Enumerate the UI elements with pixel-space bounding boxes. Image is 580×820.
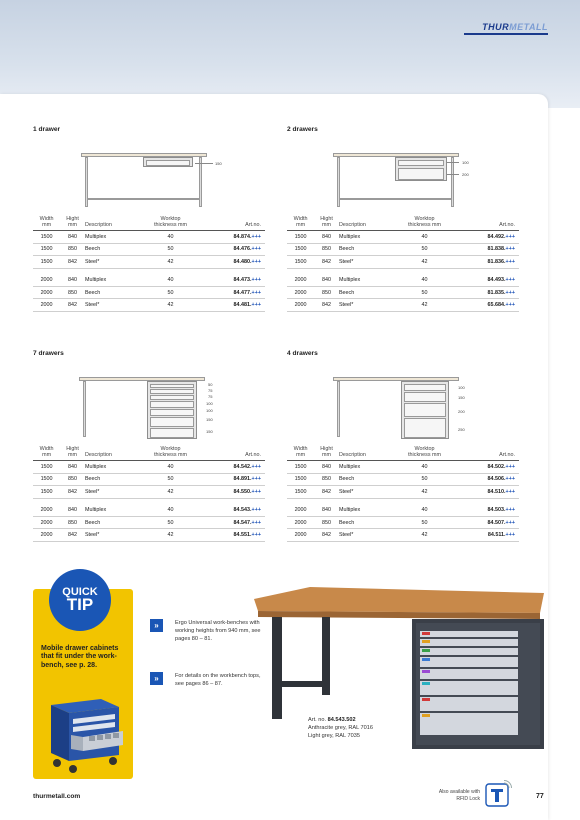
spec-table [287,216,519,312]
cell-height: 842 [60,486,85,498]
table-row [287,299,519,311]
drawer [404,403,446,417]
section-2-drawers [287,126,519,312]
cell-description: Beech [339,243,392,255]
cell-height: 842 [60,256,85,268]
cell-artno: 81.835.+++ [457,286,519,298]
quick-tip-badge-top: QUICK [62,586,98,599]
cell-height: 840 [314,274,339,286]
table-row [33,274,265,286]
cell-width: 2000 [33,274,60,286]
cell-height: 842 [60,529,85,541]
table-row [33,504,265,516]
bench-leg [83,381,86,437]
table-row [287,256,519,268]
cell-description: Beech [339,516,392,528]
cell-worktop: 50 [392,516,457,528]
col-height: Hight mm [60,216,85,231]
cell-artno: 84.547.+++ [203,516,265,528]
quick-tip-text: Mobile drawer cabinets that fit under the work-bench, see p. 28. [41,645,119,669]
section-1-drawer [33,126,265,312]
col-width: Width mm [287,216,314,231]
cell-description: Multiplex [85,504,138,516]
cell-worktop: 42 [392,486,457,498]
drawer-unit [401,381,449,439]
mobile-cabinet-image [43,691,125,775]
cell-description: Beech [339,286,392,298]
cell-width: 2000 [287,504,314,516]
cell-worktop: 42 [138,486,203,498]
spec-table-body [33,461,265,541]
cell-artno: 81.836.+++ [457,256,519,268]
brand-underline [464,33,548,35]
workbench-diagram-2-drawers [287,141,519,211]
color-line-2: Light grey, RAL 7035 [308,733,360,740]
table-row [33,256,265,268]
col-artno: Art.no. [203,446,265,461]
cell-width: 2000 [33,299,60,311]
cell-worktop: 50 [138,243,203,255]
col-worktop: Worktop thickness mm [392,446,457,461]
spec-table-body [33,231,265,311]
cell-height: 840 [314,461,339,473]
section-7-drawers [33,350,265,542]
art-prefix: Art. no. [308,717,327,723]
cell-worktop: 40 [392,274,457,286]
cell-width: 2000 [287,529,314,541]
table-row [287,529,519,541]
rfid-note [420,789,480,802]
cell-description: Multiplex [339,274,392,286]
cell-description: Steel* [339,486,392,498]
cell-height: 842 [314,486,339,498]
cell-description: Multiplex [85,274,138,286]
drawer [398,160,444,166]
cell-description: Beech [85,243,138,255]
cell-artno: 84.506.+++ [457,473,519,485]
brand-logo: THURMETALL [482,22,548,32]
cell-width: 2000 [33,529,60,541]
cell-artno: 84.550.+++ [203,486,265,498]
cell-worktop: 40 [392,461,457,473]
cell-height: 850 [60,286,85,298]
cell-description: Beech [85,286,138,298]
dimension-label: 200 [462,172,469,177]
table-row [287,504,519,516]
cell-height: 840 [314,504,339,516]
cell-description: Steel* [85,486,138,498]
col-description: Description [85,216,138,231]
cell-artno: 84.502.+++ [457,461,519,473]
cell-artno: 84.492.+++ [457,231,519,243]
cell-artno: 84.543.+++ [203,504,265,516]
cell-width: 2000 [33,516,60,528]
cell-description: Beech [85,473,138,485]
cell-worktop: 40 [138,461,203,473]
cell-height: 842 [60,299,85,311]
cell-worktop: 50 [392,243,457,255]
cell-height: 850 [60,243,85,255]
cell-description: Steel* [339,299,392,311]
cell-worktop: 42 [138,256,203,268]
table-row [33,286,265,298]
section-4-drawers [287,350,519,542]
dimension-label: 150 [458,395,465,400]
table-row [287,231,519,243]
art-number: 84.543.502 [327,717,356,723]
cell-width: 1500 [287,473,314,485]
cell-width: 1500 [287,461,314,473]
dimension-line [447,174,459,175]
quick-tip-badge [49,569,111,631]
page-number: 77 [536,793,544,800]
col-worktop: Worktop thickness mm [138,216,203,231]
dimension-label: 75 [208,394,213,399]
cell-width: 2000 [287,286,314,298]
cell-artno: 84.477.+++ [203,286,265,298]
col-height: Hight mm [314,446,339,461]
drawer [150,384,194,388]
table-row [287,286,519,298]
cell-worktop: 42 [392,299,457,311]
rfid-line-2: RFID Lock [456,795,480,802]
col-width: Width mm [33,446,60,461]
rfid-line-1: Also available with [438,789,480,795]
dimension-label: 250 [458,427,465,432]
dimension-label: 100 [206,408,213,413]
cell-worktop: 50 [138,473,203,485]
cell-width: 1500 [33,256,60,268]
table-row [33,529,265,541]
bench-rail [340,198,451,200]
cell-height: 842 [314,256,339,268]
cell-description: Steel* [85,529,138,541]
bench-leg [451,157,454,207]
cell-artno: 84.473.+++ [203,274,265,286]
cell-height: 850 [314,243,339,255]
cell-worktop: 50 [138,516,203,528]
dimension-line [195,163,213,164]
table-row [287,473,519,485]
dimension-label: 150 [206,417,213,422]
table-row [287,274,519,286]
drawer [150,417,194,427]
cell-artno: 84.542.+++ [203,461,265,473]
cell-worktop: 50 [392,286,457,298]
workbench-diagram-1-drawer [33,141,265,211]
cell-description: Multiplex [339,231,392,243]
cell-width: 1500 [33,473,60,485]
table-row [287,516,519,528]
table-row [33,243,265,255]
cell-description: Steel* [339,529,392,541]
drawer [404,384,446,391]
cell-width: 1500 [33,243,60,255]
drawer [404,392,446,402]
quick-tip-badge-bottom: TIP [66,595,94,615]
note-text: For details on the workbench tops, see pages 86 – 87. [175,673,261,688]
workbench-diagram-4-drawers [287,365,519,441]
cell-worktop: 50 [138,286,203,298]
spec-table-body [287,231,519,311]
cell-worktop: 40 [138,504,203,516]
table-row [33,516,265,528]
dimension-label: 100 [458,385,465,390]
table-row [33,299,265,311]
table-row [33,473,265,485]
col-height: Hight mm [60,446,85,461]
cell-description: Multiplex [339,504,392,516]
drawer [150,389,194,394]
chevron-right-icon: » [150,672,163,685]
cell-worktop: 42 [392,529,457,541]
cell-artno: 84.493.+++ [457,274,519,286]
col-description: Description [85,446,138,461]
cell-width: 2000 [33,504,60,516]
drawer [150,395,194,400]
dimension-label: 100 [206,401,213,406]
cell-width: 2000 [33,286,60,298]
cell-artno: 65.684.+++ [457,299,519,311]
col-artno: Art.no. [457,216,519,231]
color-line-1: Anthracite grey, RAL 7016 [308,725,373,732]
spec-table [287,446,519,542]
workbench-product-image [250,585,546,753]
col-width: Width mm [287,446,314,461]
cell-description: Steel* [85,299,138,311]
col-worktop: Worktop thickness mm [138,446,203,461]
cell-worktop: 40 [138,274,203,286]
cell-height: 850 [314,473,339,485]
col-artno: Art.no. [457,446,519,461]
cell-worktop: 40 [138,231,203,243]
table-row [33,486,265,498]
cell-description: Multiplex [339,461,392,473]
cell-artno: 84.507.+++ [457,516,519,528]
dimension-label: 200 [458,409,465,414]
dimension-label: 100 [462,160,469,165]
note-text: Ergo Universal work-benches with working heights from 940 mm, see pages 80 – 81. [175,620,261,643]
cell-width: 2000 [287,516,314,528]
spec-table [33,216,265,312]
cell-description: Beech [339,473,392,485]
drawer [150,409,194,416]
col-artno: Art.no. [203,216,265,231]
workbench-diagram-7-drawers [33,365,265,441]
cell-width: 1500 [287,256,314,268]
bench-rail [88,198,199,200]
cell-height: 850 [60,516,85,528]
bench-leg [337,381,340,437]
cell-artno: 84.874.+++ [203,231,265,243]
table-row [287,243,519,255]
cell-height: 840 [314,231,339,243]
drawer [146,160,190,166]
table-row [33,231,265,243]
cell-height: 850 [314,286,339,298]
section-title: 7 drawers [33,350,64,357]
cell-artno: 84.510.+++ [457,486,519,498]
cell-description: Multiplex [85,231,138,243]
cell-height: 840 [60,461,85,473]
cell-width: 2000 [287,299,314,311]
col-worktop: Worktop thickness mm [392,216,457,231]
cell-width: 1500 [287,486,314,498]
cell-worktop: 42 [392,256,457,268]
cell-worktop: 42 [138,299,203,311]
section-title: 4 drawers [287,350,318,357]
cell-height: 840 [60,231,85,243]
cell-artno: 84.476.+++ [203,243,265,255]
cell-artno: 84.503.+++ [457,504,519,516]
cell-width: 1500 [33,461,60,473]
cell-height: 850 [60,473,85,485]
cell-width: 1500 [33,231,60,243]
cell-worktop: 50 [392,473,457,485]
cell-height: 842 [314,299,339,311]
dimension-label: 50 [208,382,213,387]
cell-worktop: 42 [138,529,203,541]
cell-artno: 84.891.+++ [203,473,265,485]
workbench-caption [308,716,373,740]
dimension-label: 150 [206,429,213,434]
drawer-unit [143,157,193,167]
footer-url[interactable]: thurmetall.com [33,793,81,800]
cell-width: 1500 [33,486,60,498]
drawer [398,168,444,180]
cell-height: 840 [60,504,85,516]
table-row [33,461,265,473]
bench-leg [199,157,202,207]
col-description: Description [339,216,392,231]
cell-description: Multiplex [85,461,138,473]
col-height: Hight mm [314,216,339,231]
drawer [150,401,194,408]
cell-width: 1500 [287,231,314,243]
cell-artno: 81.838.+++ [457,243,519,255]
cell-width: 2000 [287,274,314,286]
cell-height: 840 [60,274,85,286]
dimension-label: 150 [215,161,222,166]
cell-artno: 84.481.+++ [203,299,265,311]
col-width: Width mm [33,216,60,231]
cell-artno: 84.480.+++ [203,256,265,268]
spec-table-body [287,461,519,541]
section-title: 1 drawer [33,126,61,133]
cell-width: 1500 [287,243,314,255]
header-band [0,0,580,108]
cell-height: 850 [314,516,339,528]
cell-description: Steel* [85,256,138,268]
cell-description: Steel* [339,256,392,268]
cell-description: Beech [85,516,138,528]
table-row [287,486,519,498]
rfid-lock-icon [484,780,512,808]
cell-worktop: 40 [392,504,457,516]
table-row [287,461,519,473]
col-description: Description [339,446,392,461]
cell-artno: 84.551.+++ [203,529,265,541]
quick-tip-box [33,586,133,779]
drawer [150,428,194,438]
cell-artno: 84.511.+++ [457,529,519,541]
cell-height: 842 [314,529,339,541]
dimension-label: 75 [208,388,213,393]
drawer [404,418,446,438]
cell-worktop: 40 [392,231,457,243]
dimension-line [447,162,459,163]
spec-table [33,446,265,542]
drawer-unit [147,381,197,439]
section-title: 2 drawers [287,126,318,133]
chevron-right-icon: » [150,619,163,632]
drawer-unit [395,157,447,181]
